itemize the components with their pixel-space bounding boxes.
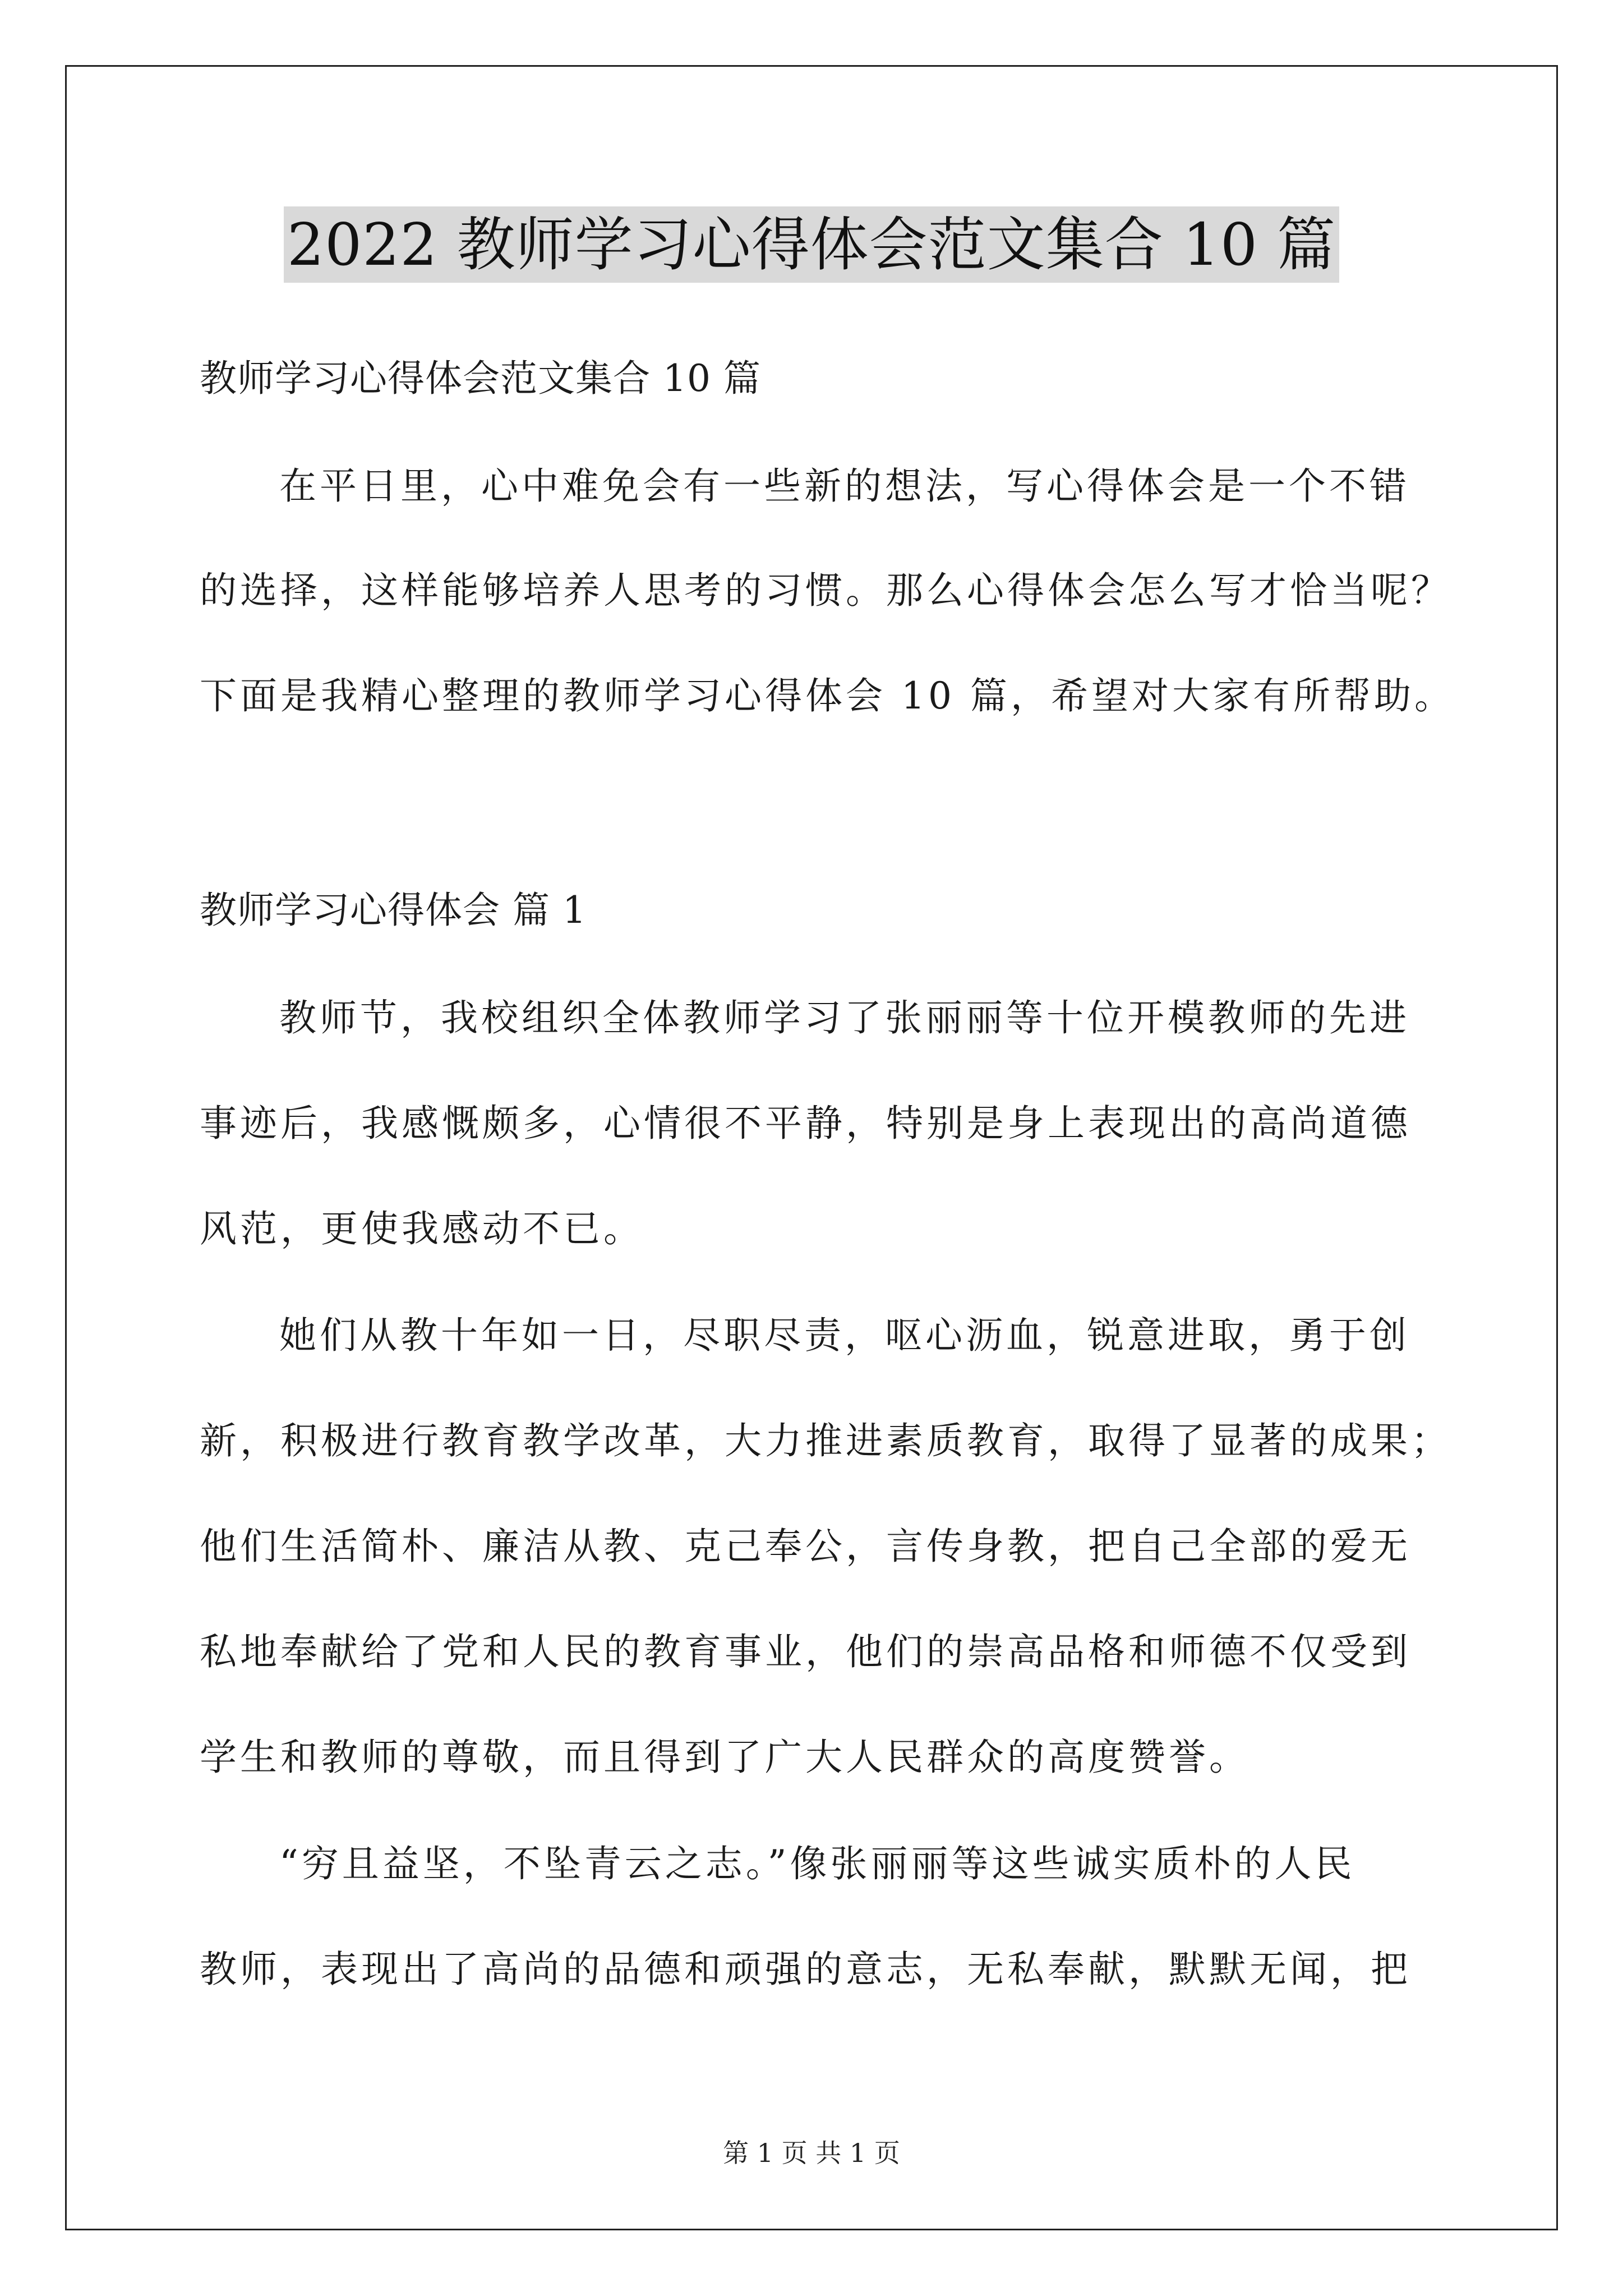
paragraph1-line-2: 事迹后，我感慨颇多，心情很不平静，特别是身上表现出的高尚道德: [200, 1102, 1411, 1145]
document-title: 2022 教师学习心得体会范文集合 10 篇: [284, 206, 1339, 283]
document-subtitle: 教师学习心得体会范文集合 10 篇: [200, 357, 761, 400]
paragraph1-line-1: 教师节，我校组织全体教师学习了张丽丽等十位开模教师的先进: [279, 996, 1410, 1039]
paragraph2-line-4: 私地奉献给了党和人民的教育事业，他们的崇高品格和师德不仅受到: [200, 1630, 1411, 1673]
paragraph2-line-5: 学生和教师的尊敬，而且得到了广大人民群众的高度赞誉。: [200, 1736, 1249, 1779]
intro-line-1: 在平日里，心中难免会有一些新的想法，写心得体会是一个不错: [279, 464, 1410, 508]
intro-line-2: 的选择，这样能够培养人思考的习惯。那么心得体会怎么写才恰当呢？: [200, 569, 1451, 612]
section-heading: 教师学习心得体会 篇 1: [200, 889, 587, 932]
paragraph3-line-1: “穷且益坚，不坠青云之志。”像张丽丽等这些诚实质朴的人民: [279, 1842, 1355, 1885]
paragraph2-line-2: 新，积极进行教育教学改革，大力推进素质教育，取得了显著的成果；: [200, 1419, 1451, 1462]
paragraph1-line-3: 风范，更使我感动不已。: [200, 1207, 644, 1250]
paragraph3-line-2: 教师，表现出了高尚的品德和顽强的意志，无私奉献，默默无闻，把: [200, 1948, 1411, 1991]
intro-line-3: 下面是我精心整理的教师学习心得体会 10 篇，希望对大家有所帮助。: [200, 674, 1455, 717]
paragraph2-line-3: 他们生活简朴、廉洁从教、克己奉公，言传身教，把自己全部的爱无: [200, 1525, 1411, 1568]
title-block: [0, 206, 1623, 283]
page-footer: 第 1 页 共 1 页: [723, 2138, 900, 2168]
paragraph2-line-1: 她们从教十年如一日，尽职尽责，呕心沥血，锐意进取，勇于创: [279, 1314, 1410, 1357]
